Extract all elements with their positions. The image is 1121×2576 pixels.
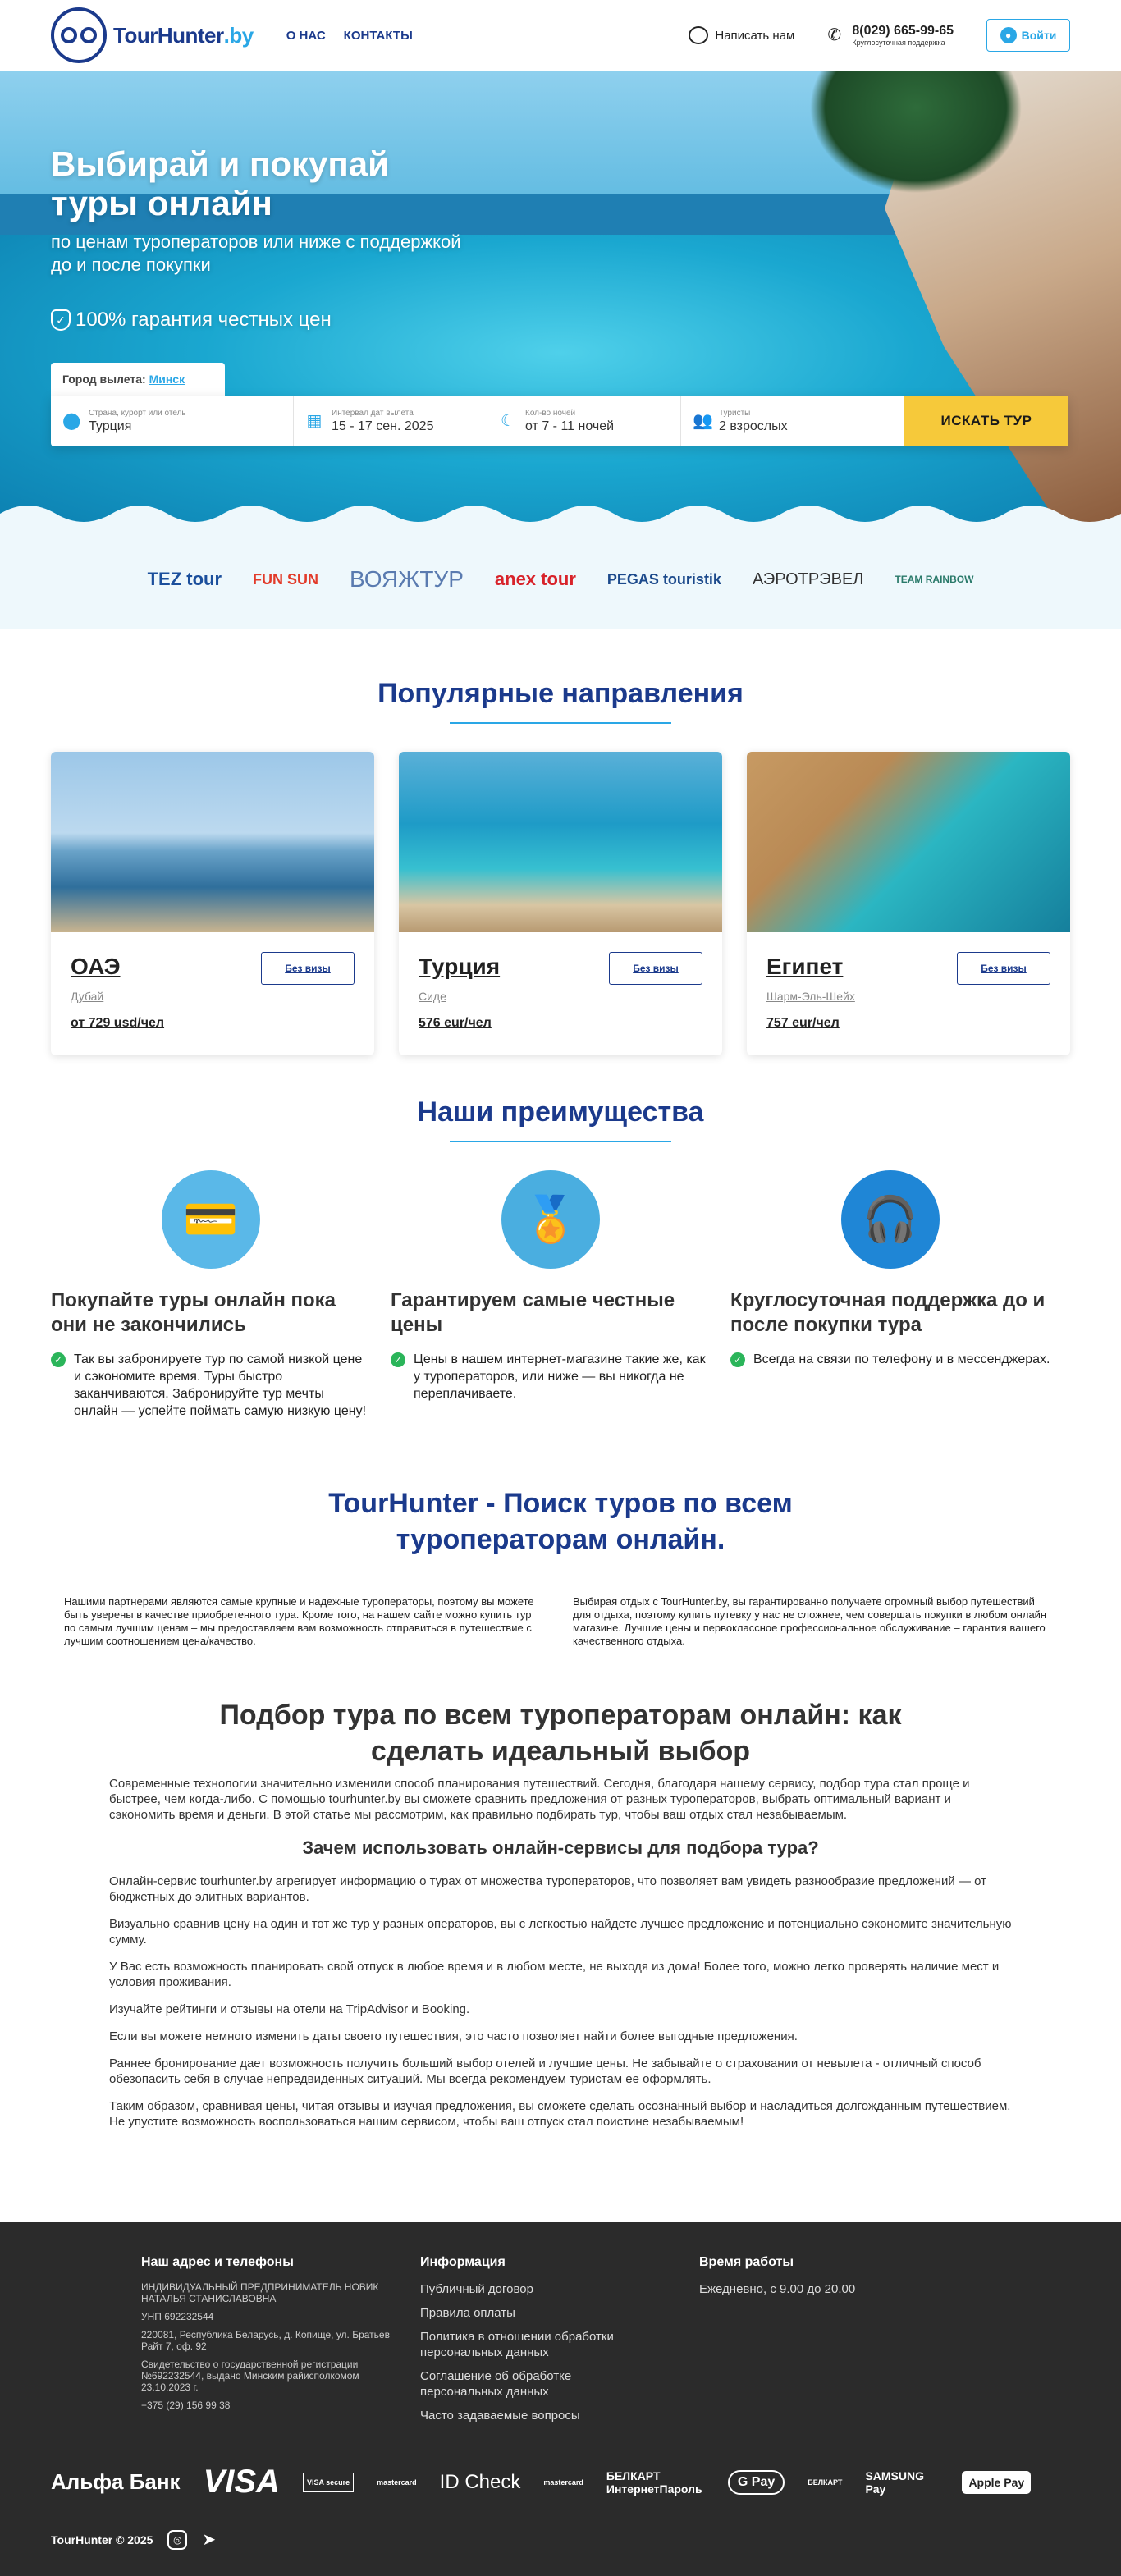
advantage-text: Цены в нашем интернет-магазине такие же, как у туроператоров, или ниже — вы никогда не переплачиваете. <box>414 1352 706 1401</box>
tourists-value: 2 взрослых <box>719 419 788 433</box>
write-us-link[interactable] <box>689 26 794 44</box>
advantage-title: Круглосуточная поддержка до и после покупки тура <box>730 1289 1046 1336</box>
seo-text-left: Нашими партнерами являются самые крупные и надежные туроператоры, поэтому вы можете быть уверены в качестве приобретенного тура. Кроме того, на нашем сайте можно купить тур по самым лучшим ценам – мы предоставляем вам возможность отправиться в путешествие с лучшим соотношением цена/качество. <box>64 1595 534 1647</box>
advantage-title: Гарантируем самые честные цены <box>391 1289 675 1336</box>
footer-phone[interactable]: +375 (29) 156 99 38 <box>141 2400 231 2411</box>
logo[interactable] <box>51 7 254 63</box>
write-us-label: Написать нам <box>715 28 795 43</box>
article-intro: Современные технологии значительно изменили способ планирования путешествий. Сегодня, благодаря нашему сервису, подбор тура стал проще и быстрее, чем когда-либо. С помощью tourhunter.by вы сможете сравнить предложения от разных туроператоров, выбрать оптимальный вариант и сэкономить время и деньги. В этой статье мы рассмотрим, как правильно подбирать тур, чтобы ваш отдых стал незабываемым. <box>109 1777 970 1822</box>
nav-about[interactable]: О НАС <box>286 28 326 43</box>
seo-title: TourHunter - Поиск туров по всем туроператорам онлайн. <box>328 1488 793 1555</box>
card-country: ОАЭ <box>71 954 121 979</box>
login-button[interactable] <box>986 19 1070 52</box>
card-country: Египет <box>766 954 844 979</box>
article-paragraph: Раннее бронирование дает возможность получить больший выбор отелей и лучшие цены. Не забывайте о страховании от невылета - отличный способ обезопасить себя в случае непредвиденных ситуаций. Мы всегда рекомендуем туристам ее оформлять. <box>109 2057 981 2086</box>
samsung-pay-logo: SAMSUNG Pay <box>865 2468 924 2496</box>
destination-field[interactable] <box>51 396 294 446</box>
footer-hours-title: Время работы <box>699 2255 794 2269</box>
user-icon: ● <box>1000 27 1017 43</box>
destination-card-egypt[interactable] <box>747 752 1070 1055</box>
advantage-text: Всегда на связи по телефону и в мессенджерах. <box>753 1352 1050 1366</box>
shield-check-icon: ✓ <box>51 309 71 331</box>
departure-city-tab <box>51 363 225 396</box>
article-paragraph: Изучайте рейтинги и отзывы на отели на TripAdvisor и Booking. <box>109 2002 470 2016</box>
apple-pay-logo: Apple Pay <box>962 2471 1031 2494</box>
advantage-text: Так вы забронируете тур по самой низкой цене и сэкономите время. Туры быстро заканчиваются. Забронируйте тур мечты онлайн — успейте поймать самую низкую цену! <box>74 1352 367 1418</box>
id-check-logo: ID Check <box>439 2470 521 2493</box>
article-title: Подбор тура по всем туроператорам онлайн: как сделать идеальный выбор <box>219 1700 902 1767</box>
partner-logo-team: TEAM RAINBOW <box>895 574 974 585</box>
card-image <box>747 752 1070 932</box>
footer-info-title: Информация <box>420 2255 506 2269</box>
phone-number: 8(029) 665-99-65 <box>852 24 954 38</box>
destination-card-uae[interactable] <box>51 752 374 1055</box>
nav-contacts[interactable]: КОНТАКТЫ <box>343 28 413 43</box>
card-price: 757 eur/чел <box>766 1016 840 1030</box>
footer-address-line: 220081, Республика Беларусь, д. Копище, ул. Братьев Райт 7, оф. 92 <box>141 2329 390 2352</box>
copyright: TourHunter © 2025 <box>51 2533 153 2546</box>
footer-link-payment-rules[interactable]: Правила оплаты <box>420 2306 515 2320</box>
card-price: 576 eur/чел <box>419 1016 492 1030</box>
visa-secure-logo: VISA secure <box>303 2473 354 2492</box>
mastercard-logo: mastercard <box>377 2478 417 2487</box>
mastercard-logo-2: mastercard <box>543 2478 583 2487</box>
header <box>0 0 1121 71</box>
hero-title: Выбирай и покупай туры онлайн <box>51 144 389 222</box>
belkart-internet-logo: БЕЛКАРТ ИнтернетПароль <box>606 2468 702 2496</box>
hero-subtitle: по ценам туроператоров или ниже с поддержкой до и после покупки <box>51 231 461 275</box>
destination-label: Страна, курорт или отель <box>89 408 186 418</box>
destination-card-turkey[interactable] <box>399 752 722 1055</box>
advantage-item <box>391 1170 711 1402</box>
card-city: Дубай <box>71 990 104 1003</box>
phone-icon: ✆ <box>827 26 842 44</box>
footer-info <box>420 2255 650 2432</box>
footer-link-privacy-policy[interactable]: Политика в отношении обработки персональных данных <box>420 2330 614 2359</box>
partner-logo-tez: TEZ tour <box>147 569 222 589</box>
departure-city-label: Город вылета: <box>62 373 146 386</box>
article-paragraph: Онлайн-сервис tourhunter.by агрегирует информацию о турах от множества туроператоров, что позволяет вам увидеть разнообразие предложений — от бюджетных до элитных вариантов. <box>109 1874 986 1904</box>
footer-unp: УНП 692232544 <box>141 2311 214 2322</box>
calendar-icon: ▦ <box>306 412 323 430</box>
dates-label: Интервал дат вылета <box>332 408 414 418</box>
search-tour-button[interactable]: ИСКАТЬ ТУР <box>904 396 1068 446</box>
advantage-title: Покупайте туры онлайн пока они не закончились <box>51 1289 336 1336</box>
wave-divider <box>0 497 1121 530</box>
no-visa-button[interactable]: Без визы <box>957 952 1050 985</box>
card-city: Сиде <box>419 990 446 1003</box>
chat-icon <box>689 26 708 44</box>
login-label: Войти <box>1021 29 1057 42</box>
people-icon: 👥 <box>693 412 713 430</box>
instagram-icon[interactable]: ◎ <box>167 2530 187 2550</box>
nights-field[interactable] <box>487 396 681 446</box>
visa-logo: VISA <box>203 2464 280 2500</box>
footer-hours-value: Ежедневно, с 9.00 до 20.00 <box>699 2282 856 2296</box>
partner-logo-pegas: PEGAS touristik <box>606 570 721 588</box>
article-paragraph: Таким образом, сравнивая цены, читая отзывы и изучая предложения, вы сможете сделать осознанный выбор и насладиться долгожданным путешествием. Не упустите возможность воспользоваться нашим сервисом, чтобы ваш отпуск стал поистине незабываемым! <box>109 2099 1011 2129</box>
check-icon: ✓ <box>391 1352 405 1367</box>
card-image <box>51 752 374 932</box>
nights-value: от 7 - 11 ночей <box>525 419 615 433</box>
seo-text-right: Выбирая отдых с TourHunter.by, вы гарантированно получаете огромный выбор путешествий для отдыха, поэтому купить путевку у нас не сложнее, чем совершать покупки в любом онлайн магазине. Лучшие цены и первоклассное профессиональное обслуживание – гарантия вашего качественного отдыха. <box>573 1595 1047 1647</box>
partners-strip <box>0 530 1121 629</box>
no-visa-button[interactable]: Без визы <box>609 952 702 985</box>
footer-registration: Свидетельство о государственной регистрации №692232544, выдано Минским райисполкомом 23.10.2023 г. <box>141 2359 359 2393</box>
logo-accent: .by <box>223 22 254 48</box>
footer-hours <box>699 2255 945 2305</box>
footer-link-public-contract[interactable]: Публичный договор <box>420 2282 533 2296</box>
payment-logos <box>51 2464 1031 2501</box>
card-city: Шарм-Эль-Шейх <box>766 990 855 1003</box>
footer-address <box>141 2255 396 2418</box>
partner-logo-aerotravel: АЭРОТРЭВЕЛ <box>752 570 864 588</box>
article-subtitle: Зачем использовать онлайн-сервисы для подбора тура? <box>302 1837 819 1858</box>
article-paragraph: Визуально сравнив цену на один и тот же тур у разных операторов, вы с легкостью найдете лучшее предложение и потенциально сэкономите значительную сумму. <box>109 1917 1012 1947</box>
dates-field[interactable] <box>294 396 487 446</box>
advantages-underline <box>450 1141 671 1142</box>
advantages-title: Наши преимущества <box>417 1096 704 1128</box>
tourists-label: Туристы <box>719 408 751 418</box>
popular-underline <box>450 722 671 724</box>
location-pin-icon: ⬤ <box>62 412 81 430</box>
main-nav <box>286 29 413 43</box>
card-image <box>399 752 722 932</box>
support-operator-icon: 🎧 <box>841 1170 940 1269</box>
guarantee-text: 100% гарантия честных цен <box>75 309 332 331</box>
partner-logo-anex: anex tour <box>494 569 576 589</box>
alfa-bank-logo: Альфа Банк <box>51 2469 181 2494</box>
footer-link-faq[interactable]: Часто задаваемые вопросы <box>420 2409 580 2423</box>
fair-price-icon: 🏅 <box>501 1170 600 1269</box>
no-visa-button[interactable]: Без визы <box>261 952 355 985</box>
advantage-item <box>51 1170 371 1420</box>
phone-subtitle: Круглосуточная поддержка <box>852 39 945 47</box>
binoculars-icon <box>51 7 107 63</box>
footer-link-data-agreement[interactable]: Соглашение об обработке персональных данных <box>420 2369 572 2399</box>
palm-image <box>809 71 1023 194</box>
hero-banner <box>0 71 1121 530</box>
card-price: от 729 usd/чел <box>71 1016 165 1030</box>
tourists-field[interactable] <box>681 396 904 446</box>
partner-logo-voyagetour: ВОЯЖТУР <box>350 566 464 592</box>
tour-search-form <box>51 396 1068 446</box>
card-country: Турция <box>419 954 501 979</box>
departure-city-link[interactable]: Минск <box>149 373 185 386</box>
logo-main: TourHunter <box>113 22 224 48</box>
footer <box>0 2222 1121 2576</box>
moon-icon: ☾ <box>501 412 515 430</box>
footer-owner: ИНДИВИДУАЛЬНЫЙ ПРЕДПРИНИМАТЕЛЬ НОВИК НАТАЛЬЯ СТАНИСЛАВОВНА <box>141 2281 379 2304</box>
partner-logo-funsun: FUN SUN <box>253 570 319 588</box>
check-icon: ✓ <box>51 1352 66 1367</box>
article-paragraph: У Вас есть возможность планировать свой отпуск в любое время и в любом месте, не выходя из дома! Более того, можно легко проверять наличие мест и условия проживания. <box>109 1960 1000 1989</box>
nights-label: Кол-во ночей <box>525 408 576 418</box>
popular-title: Популярные направления <box>377 678 744 709</box>
destination-value: Турция <box>89 419 132 433</box>
belkart-logo: БЕЛКАРТ <box>808 2478 843 2487</box>
telegram-icon[interactable]: ➤ <box>202 2531 217 2549</box>
phone-block[interactable] <box>827 24 954 47</box>
footer-bottom <box>51 2529 216 2550</box>
advantage-item <box>730 1170 1050 1368</box>
footer-address-title: Наш адрес и телефоны <box>141 2255 294 2269</box>
online-booking-icon: 💳 <box>162 1170 260 1269</box>
guarantee-badge <box>51 309 332 332</box>
article-body <box>109 1776 1012 2130</box>
check-icon: ✓ <box>730 1352 745 1367</box>
dates-value: 15 - 17 сен. 2025 <box>332 419 434 433</box>
article-paragraph: Если вы можете немного изменить даты своего путешествия, это часто позволяет найти более выгодные предложения. <box>109 2029 798 2043</box>
google-pay-logo: G Pay <box>728 2470 785 2495</box>
